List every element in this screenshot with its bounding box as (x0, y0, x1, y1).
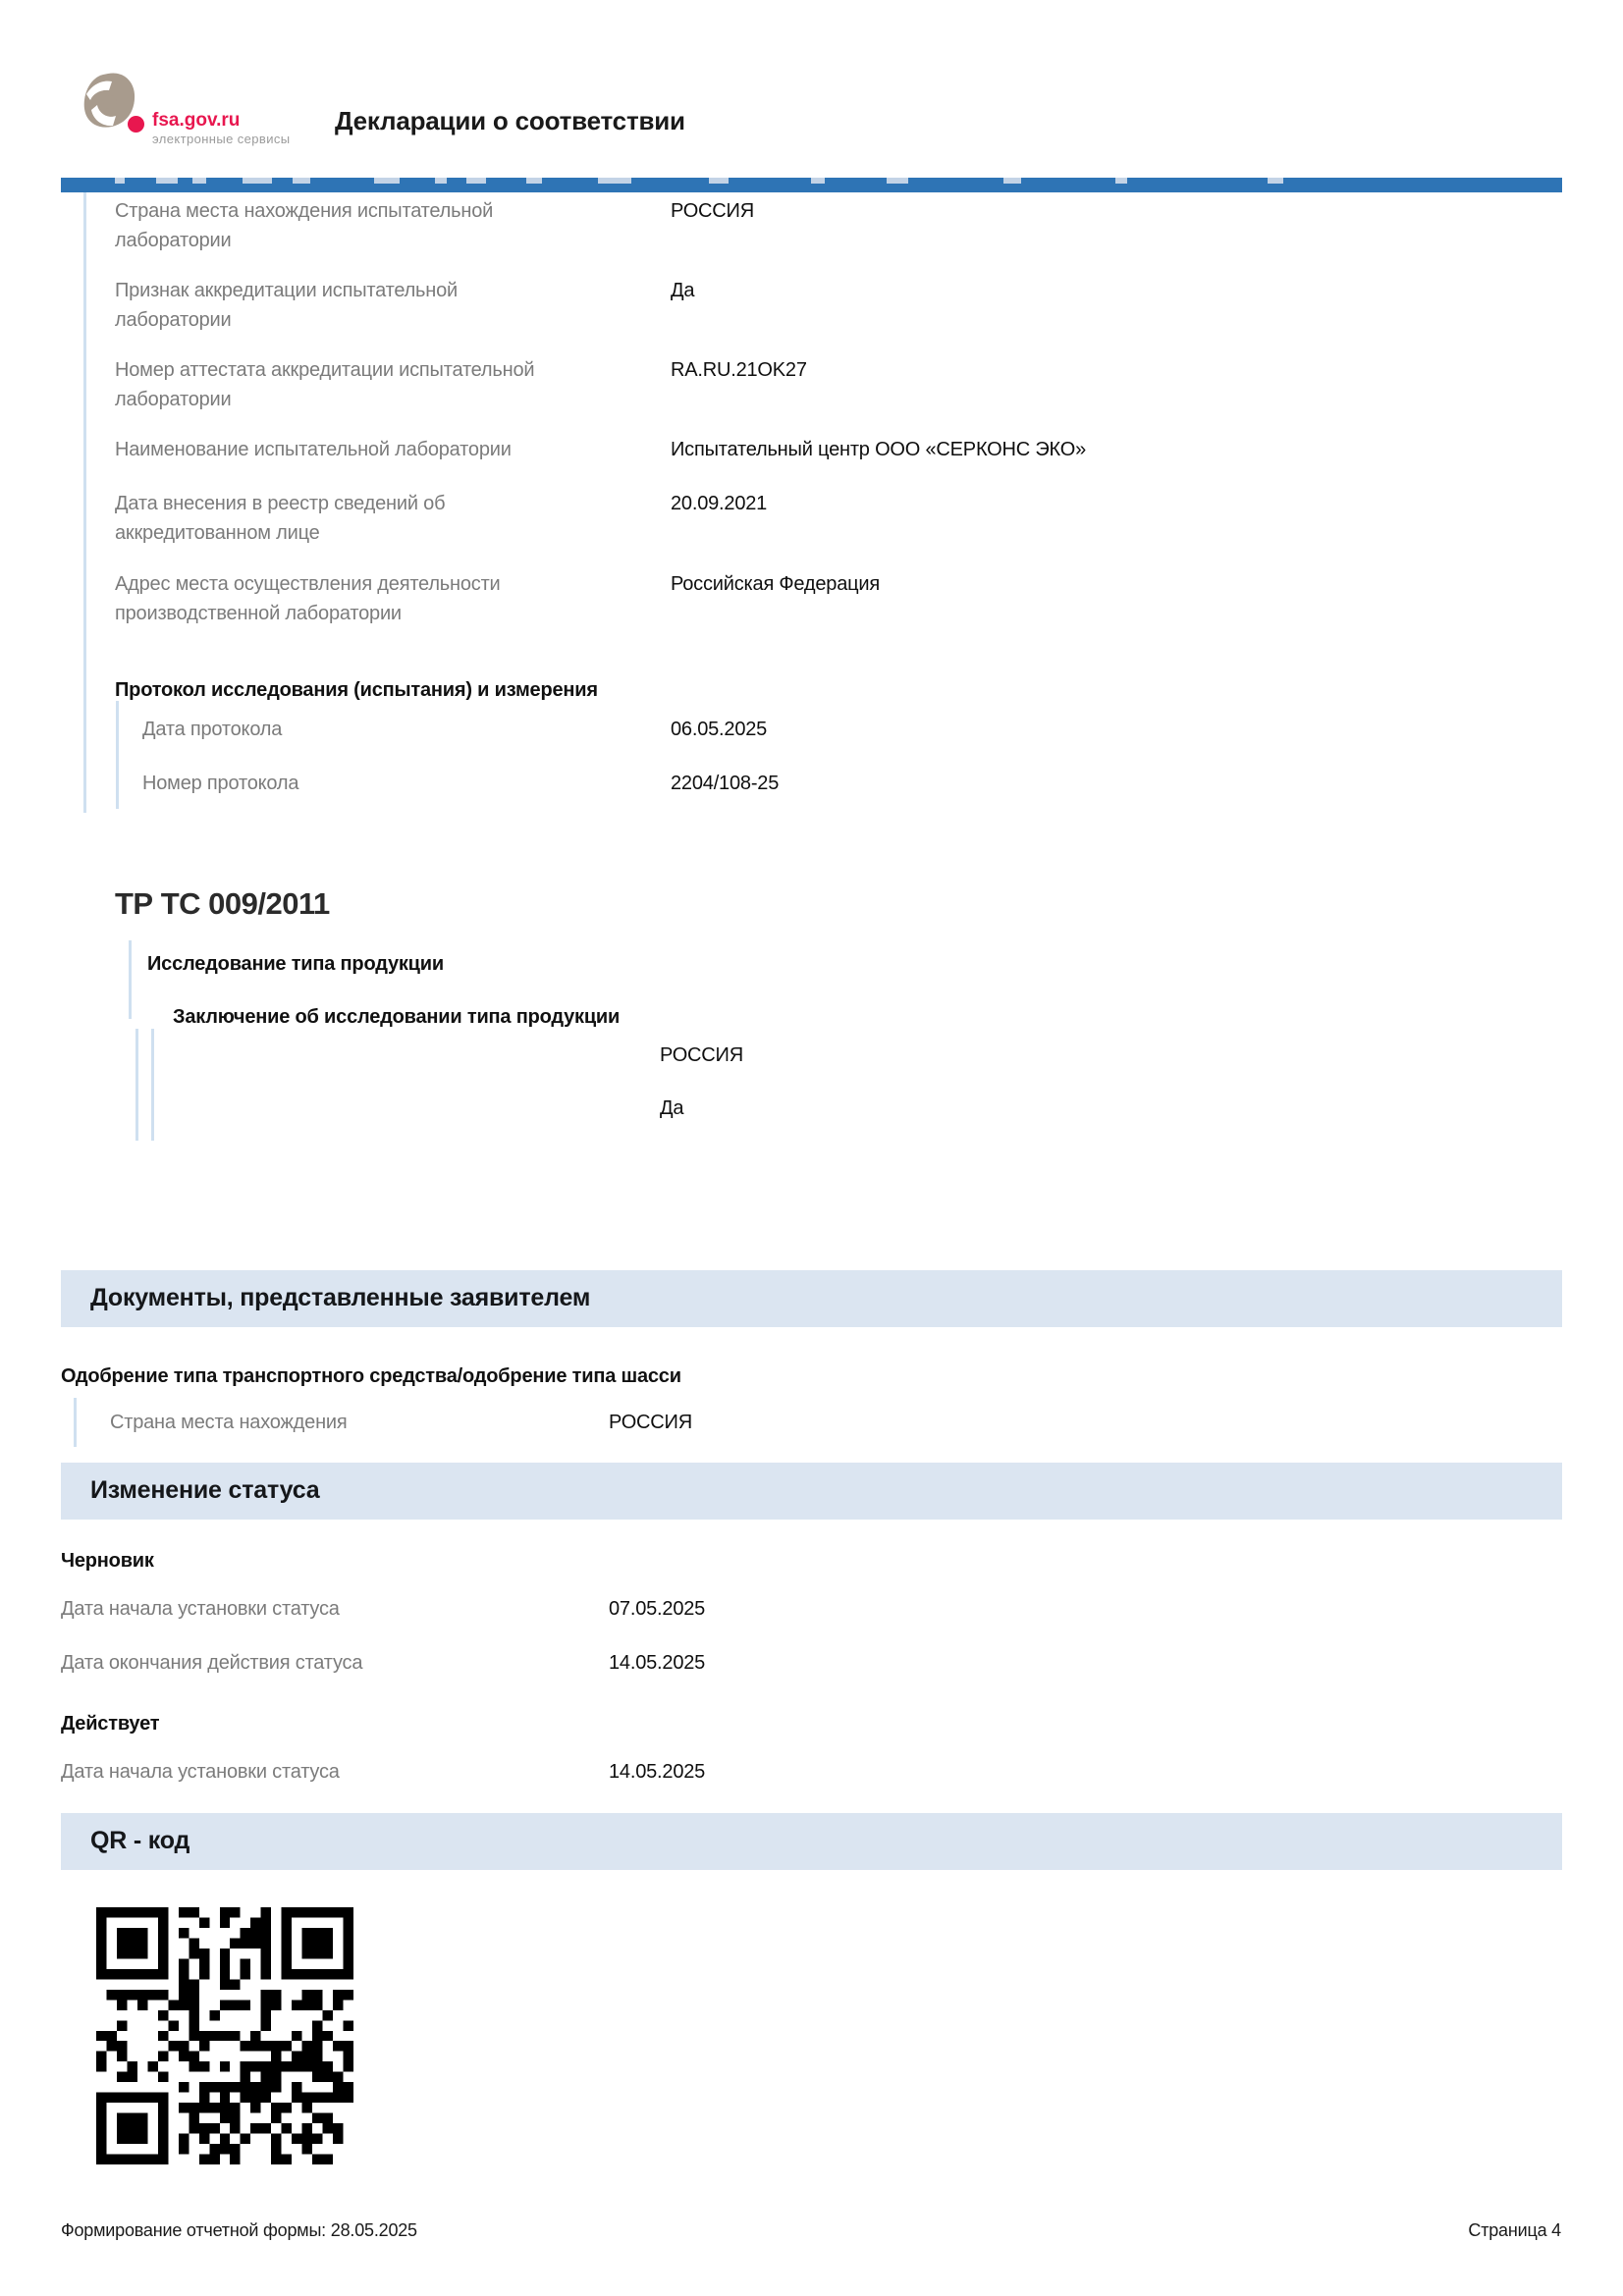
status-row (61, 1757, 706, 1787)
row-value: РОССИЯ (671, 200, 754, 222)
row-label: Страна места нахождения (110, 1412, 348, 1433)
page-title: Декларации о соответствии (335, 106, 685, 135)
tr-accent-line-2 (135, 1029, 138, 1141)
table-row (142, 769, 780, 798)
logo-domain: fsa.gov.ru (152, 110, 241, 131)
row-value: 20.09.2021 (671, 493, 768, 514)
protocol-accent-line (116, 701, 119, 809)
status-group-title: Черновик (61, 1550, 154, 1572)
row-label: Номер аттестата аккредитации испытательной лаборатории (115, 359, 535, 410)
row-value: Российская Федерация (671, 573, 881, 595)
logo-red-dot-icon (128, 116, 144, 133)
status-row (61, 1648, 706, 1678)
row-value: RA.RU.21OK27 (671, 359, 807, 381)
row-label: Наименование испытательной лаборатории (115, 439, 512, 460)
tr-value: Да (660, 1097, 684, 1119)
row-label: Признак аккредитации испытательной лаборатории (115, 280, 459, 331)
status-band (61, 1463, 1562, 1520)
row-value: 06.05.2025 (671, 719, 768, 740)
clipped-header-bar (61, 178, 1562, 192)
table-row (115, 276, 695, 335)
status-group-title: Действует (61, 1713, 160, 1735)
row-value: 2204/108-25 (671, 773, 780, 794)
row-label: Страна места нахождения испытательной лаборатории (115, 200, 494, 251)
table-accent-line (83, 192, 86, 813)
table-row (142, 715, 768, 744)
documents-accent-line (74, 1398, 77, 1447)
documents-subheading: Одобрение типа транспортного средства/одобрение типа шасси (61, 1365, 681, 1387)
row-value: 07.05.2025 (609, 1598, 706, 1620)
row-label: Адрес места осуществления деятельности производственной лаборатории (115, 573, 501, 624)
row-value: Испытательный центр ООО «СЕРКОНС ЭКО» (671, 439, 1087, 460)
tr-sub1-heading: Исследование типа продукции (147, 953, 444, 975)
row-label: Номер протокола (142, 773, 299, 794)
qr-band (61, 1813, 1562, 1870)
row-value: РОССИЯ (609, 1412, 692, 1433)
row-label: Дата окончания действия статуса (61, 1652, 363, 1674)
logo-subtitle: электронные сервисы (152, 132, 291, 146)
row-value: 14.05.2025 (609, 1652, 706, 1674)
table-row (115, 569, 881, 628)
status-row (61, 1594, 706, 1624)
qr-code (96, 1907, 353, 2164)
tr-value: РОССИЯ (660, 1044, 743, 1066)
row-value: 14.05.2025 (609, 1761, 706, 1783)
table-row (115, 196, 754, 255)
header-logo (82, 73, 308, 151)
documents-band-title: Документы, представленные заявителем (90, 1284, 591, 1311)
protocol-heading: Протокол исследования (испытания) и измерения (115, 679, 598, 701)
tr-accent-line-1 (129, 940, 132, 1019)
table-row (110, 1408, 692, 1437)
row-label: Дата начала установки статуса (61, 1598, 340, 1620)
documents-band (61, 1270, 1562, 1327)
footer-generated: Формирование отчетной формы: 28.05.2025 (61, 2220, 417, 2240)
table-row (115, 489, 768, 548)
qr-band-title: QR - код (90, 1827, 190, 1854)
row-value: Да (671, 280, 695, 301)
table-row (115, 355, 807, 414)
tr-section-title: ТР ТС 009/2011 (115, 886, 330, 921)
status-band-title: Изменение статуса (90, 1476, 320, 1504)
row-label: Дата протокола (142, 719, 283, 740)
footer-page-number: Страница 4 (1468, 2220, 1561, 2240)
tr-accent-line-3 (151, 1029, 154, 1141)
table-row (115, 435, 1087, 464)
row-label: Дата начала установки статуса (61, 1761, 340, 1783)
row-label: Дата внесения в реестр сведений об аккредитованном лице (115, 493, 446, 544)
tr-sub2-heading: Заключение об исследовании типа продукции (173, 1006, 621, 1028)
